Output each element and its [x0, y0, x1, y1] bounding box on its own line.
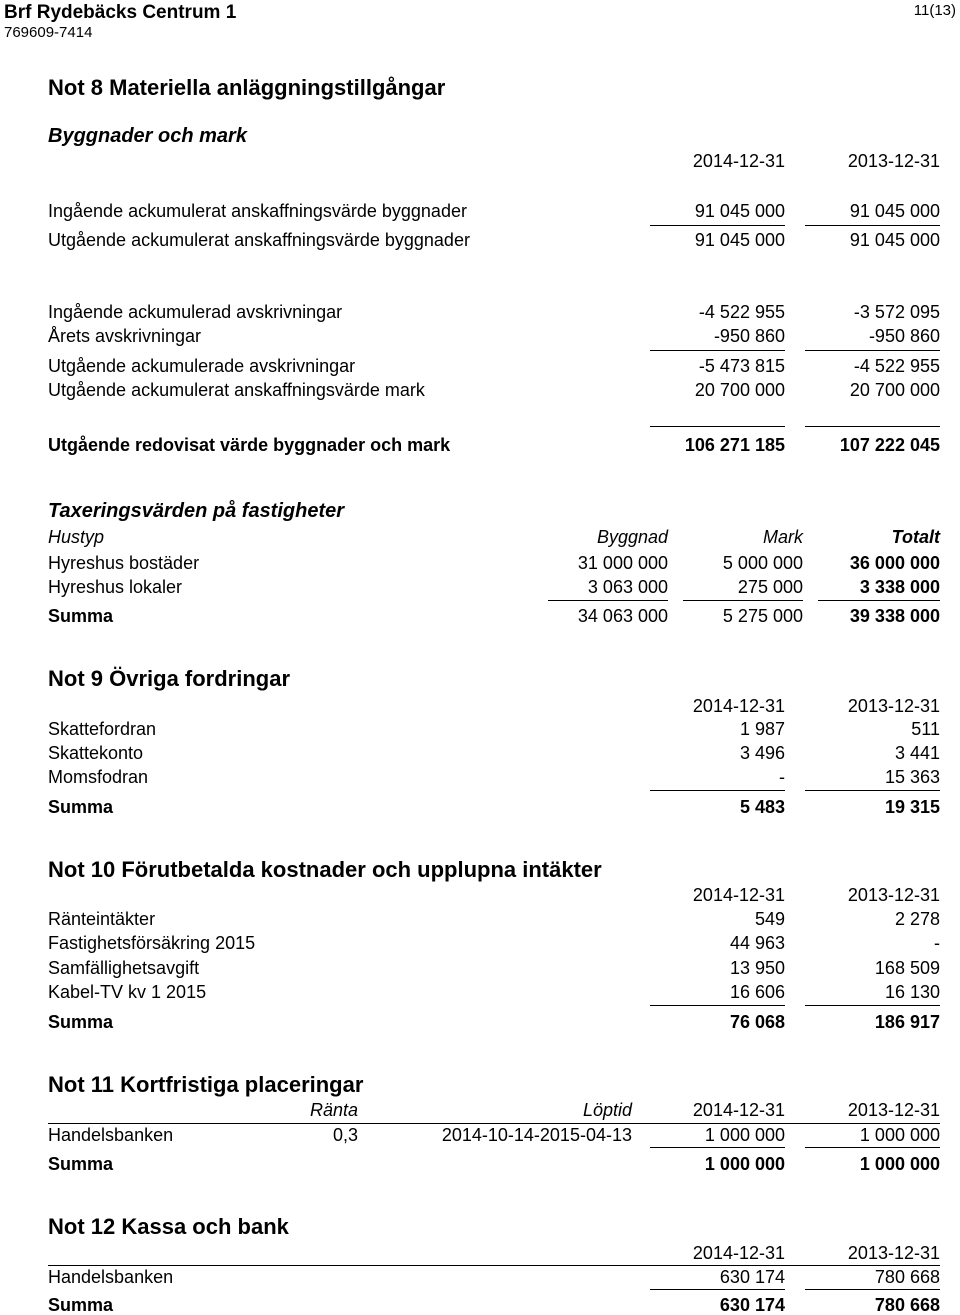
row-value-mark: 275 000: [737, 577, 803, 597]
total-label: Summa: [48, 1012, 114, 1032]
row-value-2013: 2 278: [894, 909, 940, 929]
row-label: Momsfodran: [48, 767, 149, 787]
row-value-2014: 91 045 000: [694, 201, 785, 221]
row-label: Ingående ackumulerad avskrivningar: [48, 302, 343, 322]
col-header-2013: 2013-12-31: [847, 1100, 940, 1120]
row-value-2014: 1 987: [739, 719, 785, 739]
row-label: Skattefordran: [48, 719, 157, 739]
total-label: Summa: [48, 1154, 114, 1174]
total-value-2013: 107 222 045: [839, 435, 940, 455]
note10-title: Not 10 Förutbetalda kostnader och upplupna intäkter: [48, 857, 602, 882]
row-value-2014: -5 473 815: [698, 356, 785, 376]
row-label: Kabel-TV kv 1 2015: [48, 982, 207, 1002]
total-value-2014: 106 271 185: [684, 435, 785, 455]
note8-title: Not 8 Materiella anläggningstillgångar: [48, 75, 446, 100]
total-value-2014: 630 174: [719, 1295, 785, 1315]
row-value-mark: 5 000 000: [722, 553, 803, 573]
col-header-2014: 2014-12-31: [692, 1100, 785, 1120]
row-label: Ingående ackumulerat anskaffningsvärde byggnader: [48, 201, 467, 221]
row-label: Handelsbanken: [48, 1125, 174, 1145]
row-value-2013: 16 130: [884, 982, 940, 1002]
row-value-2013: 1 000 000: [859, 1125, 940, 1145]
total-label: Utgående redovisat värde byggnader och mark: [48, 435, 451, 455]
row-value-2014: -: [779, 767, 785, 787]
col-header-2014: 2014-12-31: [692, 885, 785, 905]
row-value-2013: 511: [911, 719, 940, 739]
col-header-byggnad: Byggnad: [596, 527, 668, 547]
org-number: 769609-7414: [4, 24, 93, 41]
rule: [48, 1123, 940, 1124]
row-label: Hyreshus bostäder: [48, 553, 200, 573]
note11-title: Not 11 Kortfristiga placeringar: [48, 1072, 364, 1097]
rule: [650, 225, 785, 226]
rule: [818, 600, 940, 601]
row-label: Utgående ackumulerat anskaffningsvärde mark: [48, 380, 425, 400]
row-value-2013: -: [934, 933, 940, 953]
row-label: Handelsbanken: [48, 1267, 174, 1287]
row-value-2013: 3 441: [894, 743, 940, 763]
row-label: Utgående ackumulerade avskrivningar: [48, 356, 356, 376]
row-value-2013: 20 700 000: [849, 380, 940, 400]
col-header-hustyp: Hustyp: [48, 527, 105, 547]
buildings-title: Byggnader och mark: [48, 125, 247, 147]
row-value-ranta: 0,3: [332, 1125, 358, 1145]
total-value-byggnad: 34 063 000: [577, 606, 668, 626]
row-value-2013: -950 860: [868, 326, 940, 346]
rule: [805, 790, 940, 791]
total-value-2014: 1 000 000: [704, 1154, 785, 1174]
col-header-mark: Mark: [763, 527, 803, 547]
col-header-2013: 2013-12-31: [847, 1243, 940, 1263]
row-value-2013: 91 045 000: [849, 230, 940, 250]
rule: [650, 1147, 785, 1148]
row-value-2014: 1 000 000: [704, 1125, 785, 1145]
row-value-2013: -4 522 955: [853, 356, 940, 376]
col-header-ranta: Ränta: [309, 1100, 358, 1120]
total-label: Summa: [48, 606, 114, 626]
col-header-loptid: Löptid: [582, 1100, 632, 1120]
tax-title: Taxeringsvärden på fastigheter: [48, 500, 345, 522]
col-header-totalt: Totalt: [891, 527, 940, 547]
rule: [805, 350, 940, 351]
row-label: Hyreshus lokaler: [48, 577, 183, 597]
row-value-2014: -4 522 955: [698, 302, 785, 322]
row-value-2013: 15 363: [884, 767, 940, 787]
rule: [805, 1147, 940, 1148]
rule: [650, 790, 785, 791]
page-number: 11(13): [913, 2, 956, 19]
total-value-2013: 19 315: [884, 797, 940, 817]
rule: [683, 600, 803, 601]
col-header-2014: 2014-12-31: [692, 1243, 785, 1263]
col-header-2014: 2014-12-31: [692, 151, 785, 171]
rule: [650, 1005, 785, 1006]
row-label: Skattekonto: [48, 743, 144, 763]
row-value-2014: 13 950: [729, 958, 785, 978]
row-value-2014: 20 700 000: [694, 380, 785, 400]
note12-title: Not 12 Kassa och bank: [48, 1214, 289, 1239]
total-value-2014: 5 483: [739, 797, 785, 817]
row-value-totalt: 3 338 000: [859, 577, 940, 597]
row-value-byggnad: 3 063 000: [587, 577, 668, 597]
rule: [805, 1289, 940, 1290]
total-value-2014: 76 068: [729, 1012, 785, 1032]
col-header-2013: 2013-12-31: [847, 151, 940, 171]
rule: [548, 600, 668, 601]
row-value-2014: 91 045 000: [694, 230, 785, 250]
row-value-2013: 168 509: [874, 958, 940, 978]
row-label: Årets avskrivningar: [48, 326, 202, 346]
rule: [650, 426, 785, 427]
rule: [805, 1005, 940, 1006]
total-value-2013: 186 917: [874, 1012, 940, 1032]
row-value-2014: 16 606: [729, 982, 785, 1002]
total-value-2013: 780 668: [874, 1295, 940, 1315]
row-value-loptid: 2014-10-14-2015-04-13: [441, 1125, 632, 1145]
company-name: Brf Rydebäcks Centrum 1: [4, 2, 237, 23]
total-label: Summa: [48, 1295, 114, 1315]
col-header-2013: 2013-12-31: [847, 885, 940, 905]
row-label: Utgående ackumulerat anskaffningsvärde byggnader: [48, 230, 470, 250]
row-value-2014: 44 963: [729, 933, 785, 953]
total-value-mark: 5 275 000: [722, 606, 803, 626]
total-value-2013: 1 000 000: [859, 1154, 940, 1174]
row-value-2014: 630 174: [719, 1267, 785, 1287]
row-value-2014: 549: [754, 909, 785, 929]
rule: [805, 426, 940, 427]
rule: [805, 225, 940, 226]
col-header-2014: 2014-12-31: [692, 696, 785, 716]
row-value-2013: 780 668: [874, 1267, 940, 1287]
row-value-2013: -3 572 095: [853, 302, 940, 322]
col-header-2013: 2013-12-31: [847, 696, 940, 716]
note9-title: Not 9 Övriga fordringar: [48, 666, 291, 691]
row-value-totalt: 36 000 000: [849, 553, 940, 573]
rule: [650, 350, 785, 351]
row-label: Samfällighetsavgift: [48, 958, 200, 978]
rule: [48, 1265, 940, 1266]
row-value-2014: 3 496: [739, 743, 785, 763]
row-value-2014: -950 860: [713, 326, 785, 346]
row-value-2013: 91 045 000: [849, 201, 940, 221]
row-label: Fastighetsförsäkring 2015: [48, 933, 256, 953]
total-label: Summa: [48, 797, 114, 817]
row-value-byggnad: 31 000 000: [577, 553, 668, 573]
row-label: Ränteintäkter: [48, 909, 156, 929]
rule: [650, 1289, 785, 1290]
total-value-totalt: 39 338 000: [849, 606, 940, 626]
